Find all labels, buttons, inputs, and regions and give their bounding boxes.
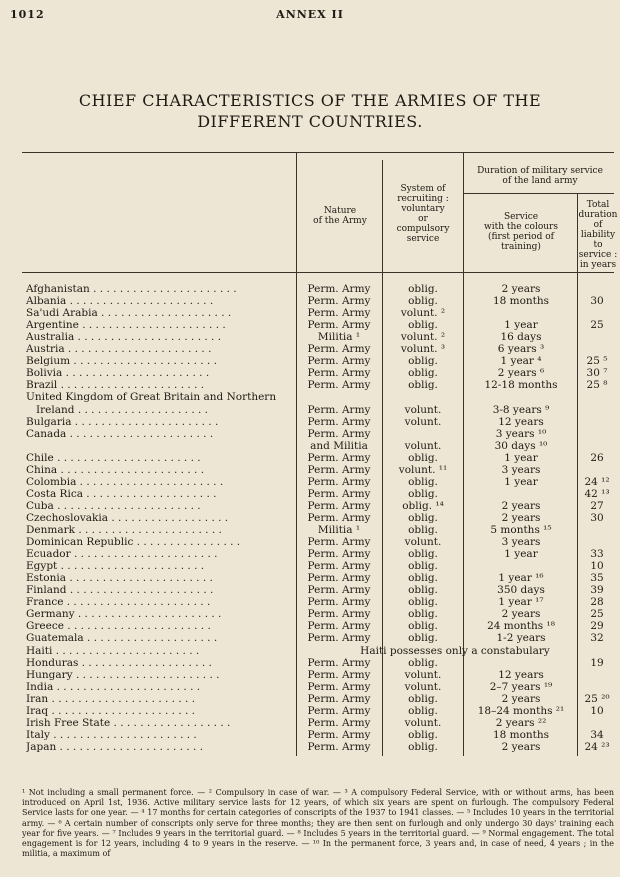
- service-cell: 2 years: [501, 740, 541, 753]
- table-row: [0, 319, 620, 331]
- country-cell: Ecuador . . . . . . . . . . . . . . . . . . . . . .: [26, 548, 218, 561]
- service-cell: 5 months ¹⁵: [490, 524, 552, 536]
- service-cell: 30 days ¹⁰: [494, 439, 548, 452]
- system-cell: oblig.: [408, 283, 438, 295]
- army-cell: Perm. Army: [307, 427, 371, 440]
- table-row: [0, 428, 620, 440]
- country-cell: Dominican Republic . . . . . . . . . . . . . . . .: [26, 536, 241, 549]
- title-line-2: DIFFERENT COUNTRIES.: [197, 112, 423, 131]
- total-cell: 32: [590, 632, 604, 645]
- service-cell: 2 years: [501, 511, 541, 524]
- annex-label: ANNEX II: [276, 8, 344, 21]
- service-cell: 2–7 years ¹⁹: [489, 680, 553, 693]
- system-cell: oblig.: [408, 487, 438, 500]
- table-row: [0, 693, 620, 705]
- table-row: [0, 307, 620, 319]
- country-cell: India . . . . . . . . . . . . . . . . . . . . . .: [26, 680, 201, 693]
- table-row: [0, 645, 620, 657]
- system-cell: oblig.: [408, 451, 438, 464]
- service-cell: 350 days: [497, 584, 545, 597]
- table-row: [0, 500, 620, 512]
- table-row: [0, 283, 620, 295]
- service-cell: 3 years: [501, 536, 541, 549]
- table-row: [0, 488, 620, 500]
- table-row: [0, 729, 620, 741]
- system-cell: oblig.: [408, 692, 438, 705]
- table-row: [0, 717, 620, 729]
- country-cell: Australia . . . . . . . . . . . . . . . . . . . . . .: [26, 331, 222, 344]
- total-cell: 25: [590, 608, 604, 621]
- service-cell: 6 years ³: [497, 343, 545, 356]
- country-cell: Egypt . . . . . . . . . . . . . . . . . . . . . .: [26, 560, 205, 573]
- country-cell: China . . . . . . . . . . . . . . . . . . . . . .: [26, 463, 205, 476]
- total-cell: 30: [590, 511, 604, 524]
- table-row: [0, 632, 620, 644]
- system-cell: volunt.: [404, 536, 442, 549]
- country-cell: Canada . . . . . . . . . . . . . . . . . . . . . .: [26, 427, 214, 440]
- table-row: [0, 657, 620, 669]
- table-row: [0, 355, 620, 367]
- table-row: [0, 741, 620, 753]
- table-row: [0, 536, 620, 548]
- table-row: [0, 404, 620, 416]
- country-cell: Albania . . . . . . . . . . . . . . . . . . . . . .: [26, 295, 214, 308]
- country-cell: Greece . . . . . . . . . . . . . . . . . . . . . .: [26, 620, 211, 633]
- header-system: System of recruiting : voluntary or compulsory service: [396, 184, 450, 244]
- army-cell: Perm. Army: [307, 668, 371, 681]
- service-cell: 3-8 years ⁹: [492, 403, 550, 416]
- page-number: 1012: [10, 8, 45, 21]
- army-cell: Perm. Army: [307, 620, 371, 633]
- duration-rule: [464, 193, 614, 194]
- army-cell: Militia ¹: [317, 524, 361, 536]
- service-cell: 1 year: [504, 548, 538, 561]
- system-cell: volunt. ¹¹: [398, 463, 448, 476]
- table-row: [0, 572, 620, 584]
- service-cell: 1-2 years: [496, 632, 546, 645]
- total-cell: 25 ⁵: [586, 355, 608, 368]
- country-cell: Bulgaria . . . . . . . . . . . . . . . . . . . . . .: [26, 415, 219, 428]
- service-cell: 12-18 months: [484, 379, 558, 392]
- army-cell: Perm. Army: [307, 704, 371, 717]
- total-cell: 42 ¹³: [584, 487, 610, 500]
- total-cell: 25 ⁸: [586, 379, 608, 392]
- service-cell: 24 months ¹⁸: [487, 620, 555, 633]
- table-row: [0, 584, 620, 596]
- army-cell: Perm. Army: [307, 716, 371, 729]
- total-cell: 30: [590, 295, 604, 308]
- country-cell: Belgium . . . . . . . . . . . . . . . . . . . . . .: [26, 355, 217, 368]
- system-cell: volunt. ²: [400, 307, 446, 320]
- country-cell: Bolivia . . . . . . . . . . . . . . . . . . . . . .: [26, 367, 210, 380]
- army-cell: Perm. Army: [307, 415, 371, 428]
- table-top-rule: [22, 152, 614, 153]
- army-cell: Perm. Army: [307, 451, 371, 464]
- table-row: [0, 681, 620, 693]
- table-row: [0, 669, 620, 681]
- army-cell: Perm. Army: [307, 692, 371, 705]
- system-cell: oblig.: [408, 572, 438, 585]
- army-cell: Perm. Army: [307, 728, 371, 741]
- service-cell: 1 year: [504, 319, 538, 332]
- total-cell: 30 ⁷: [586, 367, 608, 380]
- country-cell: Sa'udi Arabia . . . . . . . . . . . . . . . . . . . .: [26, 307, 232, 320]
- table-head-rule: [22, 272, 614, 273]
- army-cell: and Militia: [310, 439, 368, 452]
- table-row: [0, 464, 620, 476]
- table-row: [0, 343, 620, 355]
- table-row: [0, 512, 620, 524]
- service-cell: 2 years: [501, 283, 541, 295]
- service-cell: 2 years: [501, 499, 541, 512]
- army-cell: Perm. Army: [307, 560, 371, 573]
- total-cell: 26: [590, 451, 604, 464]
- army-cell: Perm. Army: [307, 319, 371, 332]
- army-cell: Perm. Army: [307, 295, 371, 308]
- total-cell: 10: [590, 704, 604, 717]
- table-row: [0, 440, 620, 452]
- army-cell: Perm. Army: [307, 355, 371, 368]
- army-cell: Perm. Army: [307, 499, 371, 512]
- header-total: Total duration of liability to service : in years: [578, 200, 618, 270]
- country-cell: Czechoslovakia . . . . . . . . . . . . . . . . . .: [26, 511, 229, 524]
- table-row: [0, 596, 620, 608]
- total-cell: 39: [590, 584, 604, 597]
- country-cell: Austria . . . . . . . . . . . . . . . . . . . . . .: [26, 343, 212, 356]
- country-cell: Costa Rica . . . . . . . . . . . . . . . . . . . .: [26, 487, 217, 500]
- country-cell: Japan . . . . . . . . . . . . . . . . . . . . . .: [26, 740, 204, 753]
- country-cell: Finland . . . . . . . . . . . . . . . . . . . . . .: [26, 584, 214, 597]
- title-line-1: CHIEF CHARACTERISTICS OF THE ARMIES OF THE: [78, 91, 542, 110]
- system-cell: oblig.: [408, 656, 438, 669]
- country-cell: Afghanistan . . . . . . . . . . . . . . . . . . . . . .: [26, 283, 237, 295]
- country-cell: Argentine . . . . . . . . . . . . . . . . . . . . . .: [26, 319, 226, 332]
- army-cell: Perm. Army: [307, 572, 371, 585]
- country-cell: Chile . . . . . . . . . . . . . . . . . . . . . .: [26, 451, 201, 464]
- table-row: [0, 548, 620, 560]
- table-row: [0, 705, 620, 717]
- service-cell: 2 years ⁶: [497, 367, 545, 380]
- page-header: [10, 8, 610, 24]
- total-cell: 24 ²³: [584, 740, 610, 753]
- system-cell: oblig.: [408, 632, 438, 645]
- army-cell: Perm. Army: [307, 475, 371, 488]
- total-cell: 35: [590, 572, 604, 585]
- system-cell: oblig.: [408, 596, 438, 609]
- header-duration: Duration of military service of the land army: [477, 166, 603, 186]
- system-cell: volunt.: [404, 415, 442, 428]
- system-cell: volunt.: [404, 403, 442, 416]
- header-nature: Nature of the Army: [313, 206, 367, 226]
- table-row: [0, 416, 620, 428]
- table-row: [0, 331, 620, 343]
- total-cell: 25: [590, 319, 604, 332]
- table-row: [0, 608, 620, 620]
- system-cell: oblig.: [408, 584, 438, 597]
- service-cell: 1 year ⁴: [500, 355, 542, 368]
- country-cell: Hungary . . . . . . . . . . . . . . . . . . . . . .: [26, 668, 220, 681]
- header-service: Service with the colours (first period of training): [484, 212, 558, 252]
- service-cell: 2 years: [501, 608, 541, 621]
- total-cell: 25 ²⁰: [584, 692, 610, 705]
- system-cell: volunt.: [404, 680, 442, 693]
- country-cell: Italy . . . . . . . . . . . . . . . . . . . . . .: [26, 728, 197, 741]
- total-cell: 33: [590, 548, 604, 561]
- system-cell: oblig.: [408, 704, 438, 717]
- army-cell: Perm. Army: [307, 740, 371, 753]
- service-cell: 18–24 months ²¹: [477, 704, 565, 717]
- army-cell: Perm. Army: [307, 511, 371, 524]
- army-cell: Perm. Army: [307, 632, 371, 645]
- total-cell: 27: [590, 499, 604, 512]
- country-cell: Guatemala . . . . . . . . . . . . . . . . . . . .: [26, 632, 218, 645]
- system-cell: oblig.: [408, 319, 438, 332]
- service-cell: 1 year: [504, 475, 538, 488]
- country-cell: Cuba . . . . . . . . . . . . . . . . . . . . . .: [26, 499, 201, 512]
- system-cell: oblig.: [408, 728, 438, 741]
- army-cell: Perm. Army: [307, 596, 371, 609]
- system-cell: oblig.: [408, 620, 438, 633]
- army-cell: Perm. Army: [307, 608, 371, 621]
- service-cell: 1 year: [504, 451, 538, 464]
- service-cell: 2 years ²²: [495, 716, 547, 729]
- system-cell: oblig.: [408, 608, 438, 621]
- span-cell: Haiti possesses only a constabulary: [360, 644, 550, 657]
- army-cell: Perm. Army: [307, 379, 371, 392]
- system-cell: oblig.: [408, 355, 438, 368]
- service-cell: 12 years: [498, 668, 544, 681]
- country-cell: Irish Free State . . . . . . . . . . . . . . . . . .: [26, 716, 231, 729]
- total-cell: 19: [590, 656, 604, 669]
- system-cell: oblig.: [408, 740, 438, 753]
- country-cell: Germany . . . . . . . . . . . . . . . . . . . . . .: [26, 608, 222, 621]
- table-row: [0, 367, 620, 379]
- table-row: [0, 560, 620, 572]
- system-cell: volunt.: [404, 668, 442, 681]
- country-cell: Ireland . . . . . . . . . . . . . . . . . . . .: [26, 403, 209, 416]
- system-cell: oblig. ¹⁴: [402, 499, 444, 512]
- country-cell: Colombia . . . . . . . . . . . . . . . . . . . . . .: [26, 475, 224, 488]
- army-cell: Perm. Army: [307, 307, 371, 320]
- service-cell: 16 days: [500, 331, 542, 344]
- system-cell: oblig.: [408, 475, 438, 488]
- country-cell: France . . . . . . . . . . . . . . . . . . . . . .: [26, 596, 211, 609]
- total-cell: 29: [590, 620, 604, 633]
- country-cell: United Kingdom of Great Britain and Northern: [26, 391, 277, 404]
- table-row: [0, 295, 620, 307]
- system-cell: oblig.: [408, 379, 438, 392]
- service-cell: 3 years: [501, 463, 541, 476]
- footnotes: ¹ Not including a small permanent force. — ² Compulsory in case of war. — ³ A compulsory Federal Service, with or without arms, has been introduced on April 1st, 1936. Active military service lasts for 12 years, of which six years are spent on furlough. The compulsory Federal Service lasts for one year. — ⁴ 17 months for certain categories of conscripts of the 1937 to 1941 classes. — ⁵ Includes 10 years in the territorial army. — ⁶ A certain number of conscripts only serve for three months; they are then sent on furlough and only undergo 30 days' training each year for five years. — ⁷ Includes 9 years in the territorial guard. — ⁸ Includes 5 years in the territorial guard. — ⁹ Normal engagement. The total engagement is for 12 years, including 4 to 9 years in the reserve. — ¹⁰ In the permanent force, 3 years and, in case of need, 4 years ; in the militia, a maximum of: [22, 788, 614, 859]
- service-cell: 1 year ¹⁷: [498, 596, 544, 609]
- system-cell: oblig.: [408, 548, 438, 561]
- total-cell: 24 ¹²: [584, 475, 610, 488]
- system-cell: oblig.: [408, 524, 438, 536]
- system-cell: oblig.: [408, 295, 438, 308]
- army-cell: Perm. Army: [307, 584, 371, 597]
- system-cell: volunt. ²: [400, 331, 446, 344]
- system-cell: oblig.: [408, 560, 438, 573]
- army-cell: Perm. Army: [307, 680, 371, 693]
- army-cell: Militia ¹: [317, 331, 361, 344]
- army-cell: Perm. Army: [307, 367, 371, 380]
- country-cell: Estonia . . . . . . . . . . . . . . . . . . . . . .: [26, 572, 213, 585]
- total-cell: 34: [590, 728, 604, 741]
- army-cell: Perm. Army: [307, 283, 371, 295]
- table-row: [0, 476, 620, 488]
- country-cell: Haiti . . . . . . . . . . . . . . . . . . . . . .: [26, 644, 200, 657]
- total-cell: 28: [590, 596, 604, 609]
- country-cell: Iraq . . . . . . . . . . . . . . . . . . . . . .: [26, 704, 196, 717]
- system-cell: volunt.: [404, 716, 442, 729]
- table-row: [0, 379, 620, 391]
- army-cell: Perm. Army: [307, 403, 371, 416]
- country-cell: Brazil . . . . . . . . . . . . . . . . . . . . . .: [26, 379, 205, 392]
- country-cell: Iran . . . . . . . . . . . . . . . . . . . . . .: [26, 692, 196, 705]
- army-cell: Perm. Army: [307, 343, 371, 356]
- army-cell: Perm. Army: [307, 536, 371, 549]
- page-title: [0, 90, 620, 132]
- total-cell: 10: [590, 560, 604, 573]
- army-cell: Perm. Army: [307, 548, 371, 561]
- service-cell: 18 months: [492, 728, 550, 741]
- table-row: [0, 620, 620, 632]
- table-row: [0, 452, 620, 464]
- system-cell: volunt. ³: [400, 343, 446, 356]
- service-cell: 12 years: [498, 415, 544, 428]
- country-cell: Denmark . . . . . . . . . . . . . . . . . . . . . .: [26, 524, 222, 536]
- army-cell: Perm. Army: [307, 487, 371, 500]
- system-cell: oblig.: [408, 367, 438, 380]
- service-cell: 3 years ¹⁰: [495, 427, 547, 440]
- army-cell: Perm. Army: [307, 463, 371, 476]
- country-cell: Honduras . . . . . . . . . . . . . . . . . . . .: [26, 656, 212, 669]
- table-row: [0, 524, 620, 536]
- service-cell: 18 months: [492, 295, 550, 308]
- table-row: [0, 391, 620, 403]
- system-cell: oblig.: [408, 511, 438, 524]
- system-cell: volunt.: [404, 439, 442, 452]
- service-cell: 1 year ¹⁶: [498, 572, 544, 585]
- service-cell: 2 years: [501, 692, 541, 705]
- army-cell: Perm. Army: [307, 656, 371, 669]
